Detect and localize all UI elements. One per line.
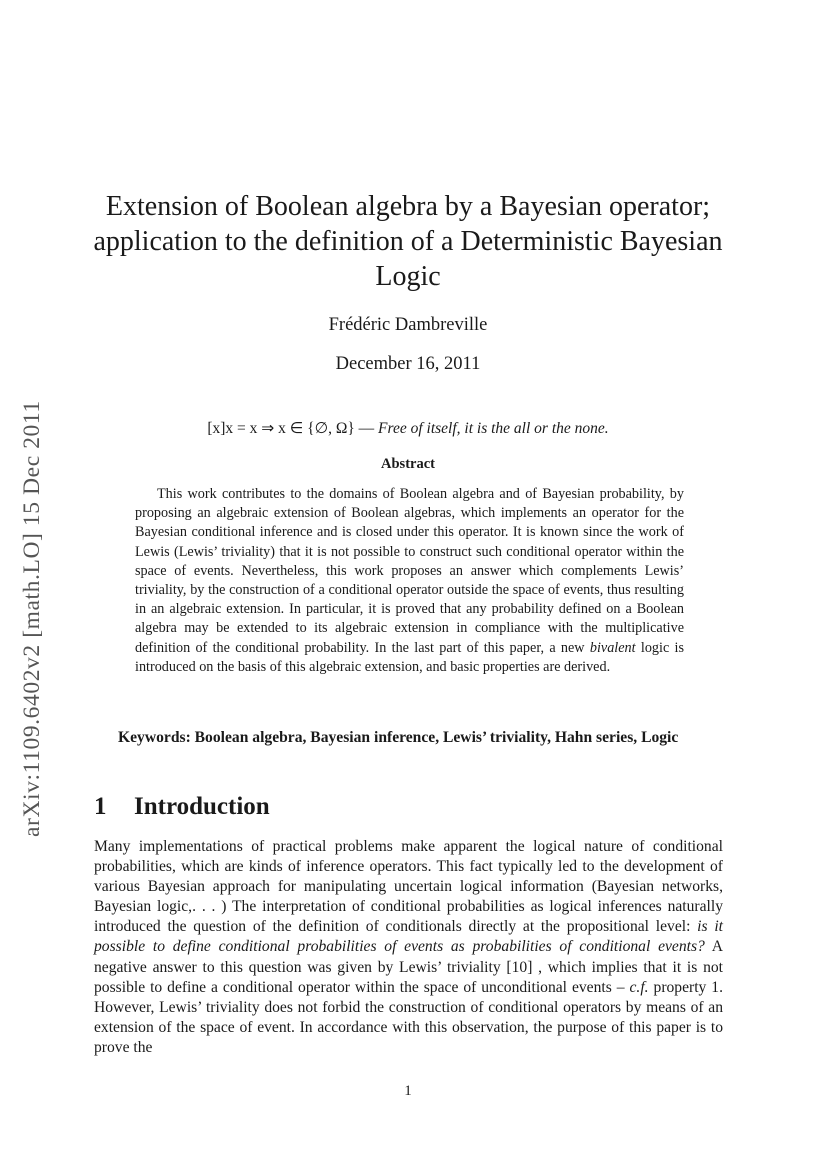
introduction-paragraph xyxy=(94,837,723,1058)
epigraph-dash: — xyxy=(358,420,375,437)
abstract-text xyxy=(135,485,684,677)
epigraph-quote: Free of itself, it is the all or the none. xyxy=(378,420,609,437)
paper-date: December 16, 2011 xyxy=(335,354,481,374)
intro-cf: c.f. xyxy=(629,978,649,996)
abstract-emphasis: bivalent xyxy=(589,639,636,656)
keywords: Keywords: Boolean algebra, Bayesian inference, Lewis’ triviality, Hahn series, Logic xyxy=(118,729,679,746)
paper-author: Frédéric Dambreville xyxy=(328,315,488,335)
section-number: 1 xyxy=(94,793,107,820)
epigraph-formula: [x]x = x ⇒ x ∈ {∅, Ω} xyxy=(207,420,355,437)
abstract-heading: Abstract xyxy=(381,456,435,472)
intro-part1: Many implementations of practical problems make apparent the logical nature of conditional probabilities, which are kinds of inference operators. This fact typically led to the development of various Bayesian approach for manipulating uncertain logical information (Bayesian networks, Bayesian logic,. . . ) The interpretation of conditional probabilities as logical inferences naturally introduced the question of the definition of conditionals directly at the propositional level: xyxy=(94,838,723,936)
section-title: Introduction xyxy=(134,793,270,820)
arxiv-identifier-stamp: arXiv:1109.6402v2 [math.LO] 15 Dec 2011 xyxy=(19,400,45,837)
section-heading xyxy=(94,793,270,821)
abstract-text-end: logic is introduced on the basis of this algebraic extension, and basic properties are derived. xyxy=(135,639,685,675)
intro-question: is it possible to define conditional probabilities of events as probabilities of conditional events? xyxy=(94,918,723,956)
paper-title: Extension of Boolean algebra by a Bayesian operator; application to the definition of a Deterministic Bayesian Logic xyxy=(93,191,723,292)
page-number: 1 xyxy=(404,1083,412,1099)
epigraph xyxy=(0,419,816,438)
abstract-text-main: This work contributes to the domains of Boolean algebra and of Bayesian probability, by proposing an algebraic extension of Boolean algebras, which implements an operator for the Bayesian conditional inference and is closed under this operator. It is known since the work of Lewis (Lewis’ triviality) that it is not possible to construct such conditional operator within the space of events. Nevertheless, this work proposes an answer which complements Lewis’ triviality, by the construction of a conditional operator outside the space of events, thus resulting in an algebraic extension. In particular, it is proved that any probability defined on a Boolean algebra may be extended to its algebraic extension in compliance with the multiplicative definition of the conditional probability. In the last part of this paper, a new xyxy=(135,486,684,656)
intro-part3: property 1. However, Lewis’ triviality does not forbid the construction of conditional operators by means of an extension of the space of event. In accordance with this observation, the purpose of this paper is to prove the xyxy=(94,978,723,1056)
intro-part2: A negative answer to this question was given by Lewis’ triviality [10] , which implies that it is not possible to define a conditional operator within the space of unconditional events – xyxy=(94,938,723,996)
